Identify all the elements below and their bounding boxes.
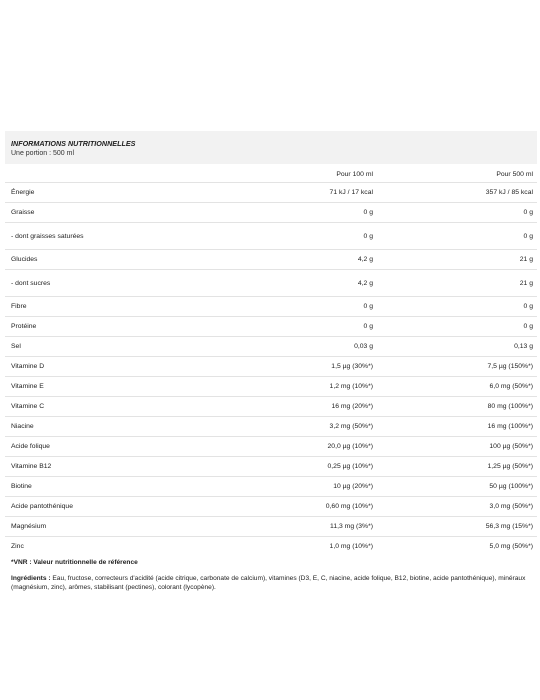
value-per-100ml: 11,3 mg (3%*) [330, 523, 373, 530]
ingredients-list: Eau, fructose, correcteurs d'acidité (acide citrique, carbonate de calcium), vitamines (D3, E, C, niacine, acide folique, B12, biotine, acide pantothénique), minéraux (magnésium, zinc), arômes, stabilisant (pectines), colorant (lycopène). [11, 575, 526, 591]
table-row [5, 223, 537, 250]
table-row [5, 437, 537, 457]
nutrient-name: - dont sucres [11, 279, 51, 287]
value-per-100ml: 0,60 mg (10%*) [325, 503, 373, 510]
nutrient-name: Protéine [11, 323, 37, 330]
nutrition-table [5, 164, 537, 556]
table-row [5, 337, 537, 357]
value-per-500ml: 0 g [523, 303, 533, 310]
nutrition-panel [5, 131, 537, 592]
value-per-500ml: 56,3 mg (15%*) [485, 523, 533, 530]
value-per-100ml: 1,5 µg (30%*) [331, 363, 373, 370]
column-header-nutrient [5, 164, 217, 183]
table-row [5, 477, 537, 497]
nutrient-name: Magnésium [11, 523, 47, 530]
value-per-500ml: 7,5 µg (150%*) [487, 363, 533, 370]
value-per-100ml: 20,0 µg (10%*) [327, 443, 373, 450]
value-per-100ml: 0 g [363, 303, 373, 310]
nutrient-name: Vitamine E [11, 383, 44, 390]
value-per-100ml: 4,2 g [357, 279, 373, 287]
vnr-note: *VNR : Valeur nutritionnelle de référence [11, 559, 138, 566]
nutrient-name: Acide pantothénique [11, 503, 73, 510]
nutrient-name: Vitamine C [11, 403, 45, 410]
nutrient-name: Fibre [11, 303, 27, 310]
table-row [5, 397, 537, 417]
nutrient-name: Sel [11, 343, 21, 350]
table-row [5, 357, 537, 377]
value-per-500ml: 3,0 mg (50%*) [489, 503, 533, 510]
nutrient-name: - dont graisses saturées [11, 232, 84, 240]
value-per-500ml: 16 mg (100%*) [487, 423, 533, 430]
table-row [5, 457, 537, 477]
value-per-500ml: 357 kJ / 85 kcal [485, 189, 533, 196]
table-row [5, 203, 537, 223]
value-per-100ml: 0,25 µg (10%*) [327, 463, 373, 470]
nutrient-name: Glucides [11, 256, 38, 263]
value-per-100ml: 71 kJ / 17 kcal [329, 189, 373, 196]
table-row [5, 297, 537, 317]
nutrient-name: Énergie [11, 189, 35, 196]
value-per-500ml: 80 mg (100%*) [487, 403, 533, 410]
nutrient-name: Graisse [11, 209, 35, 216]
value-per-500ml: 6,0 mg (50%*) [489, 383, 533, 390]
table-row [5, 517, 537, 537]
column-header-per-500ml: Pour 500 ml [496, 170, 533, 178]
nutrient-name: Niacine [11, 423, 34, 430]
table-row [5, 417, 537, 437]
value-per-100ml: 0 g [363, 209, 373, 216]
nutrient-name: Zinc [11, 543, 24, 550]
value-per-500ml: 0 g [523, 209, 533, 216]
ingredients-label: Ingrédients : [11, 575, 51, 582]
nutrient-name: Biotine [11, 483, 32, 490]
value-per-500ml: 1,25 µg (50%*) [487, 463, 533, 470]
value-per-100ml: 3,2 mg (50%*) [329, 423, 373, 430]
value-per-500ml: 0,13 g [514, 343, 533, 350]
value-per-500ml: 21 g [519, 256, 533, 263]
value-per-100ml: 1,2 mg (10%*) [329, 383, 373, 390]
value-per-500ml: 100 µg (50%*) [489, 443, 533, 450]
nutrition-header [5, 131, 537, 164]
nutrient-name: Vitamine B12 [11, 463, 52, 470]
value-per-100ml: 4,2 g [357, 256, 373, 263]
nutrient-name: Acide folique [11, 443, 50, 450]
value-per-100ml: 10 µg (20%*) [333, 483, 373, 490]
ingredients-text [11, 574, 531, 592]
serving-size: Une portion : 500 ml [11, 150, 75, 157]
table-row [5, 377, 537, 397]
value-per-100ml: 1,0 mg (10%*) [329, 543, 373, 550]
table-row [5, 270, 537, 297]
value-per-500ml: 5,0 mg (50%*) [489, 543, 533, 550]
table-header-row [5, 164, 537, 183]
value-per-100ml: 0 g [363, 323, 373, 330]
value-per-500ml: 50 µg (100%*) [489, 483, 533, 490]
nutrient-name: Vitamine D [11, 363, 45, 370]
value-per-500ml: 0 g [523, 323, 533, 330]
value-per-100ml: 0,03 g [354, 343, 373, 350]
table-row [5, 250, 537, 270]
table-row [5, 537, 537, 557]
value-per-100ml: 0 g [363, 232, 373, 240]
table-row [5, 497, 537, 517]
table-row [5, 317, 537, 337]
value-per-500ml: 21 g [519, 279, 533, 287]
column-header-per-100ml: Pour 100 ml [336, 170, 373, 178]
value-per-100ml: 16 mg (20%*) [331, 403, 373, 410]
value-per-500ml: 0 g [523, 232, 533, 240]
nutrition-title: INFORMATIONS NUTRITIONNELLES [11, 139, 136, 148]
table-row [5, 183, 537, 203]
